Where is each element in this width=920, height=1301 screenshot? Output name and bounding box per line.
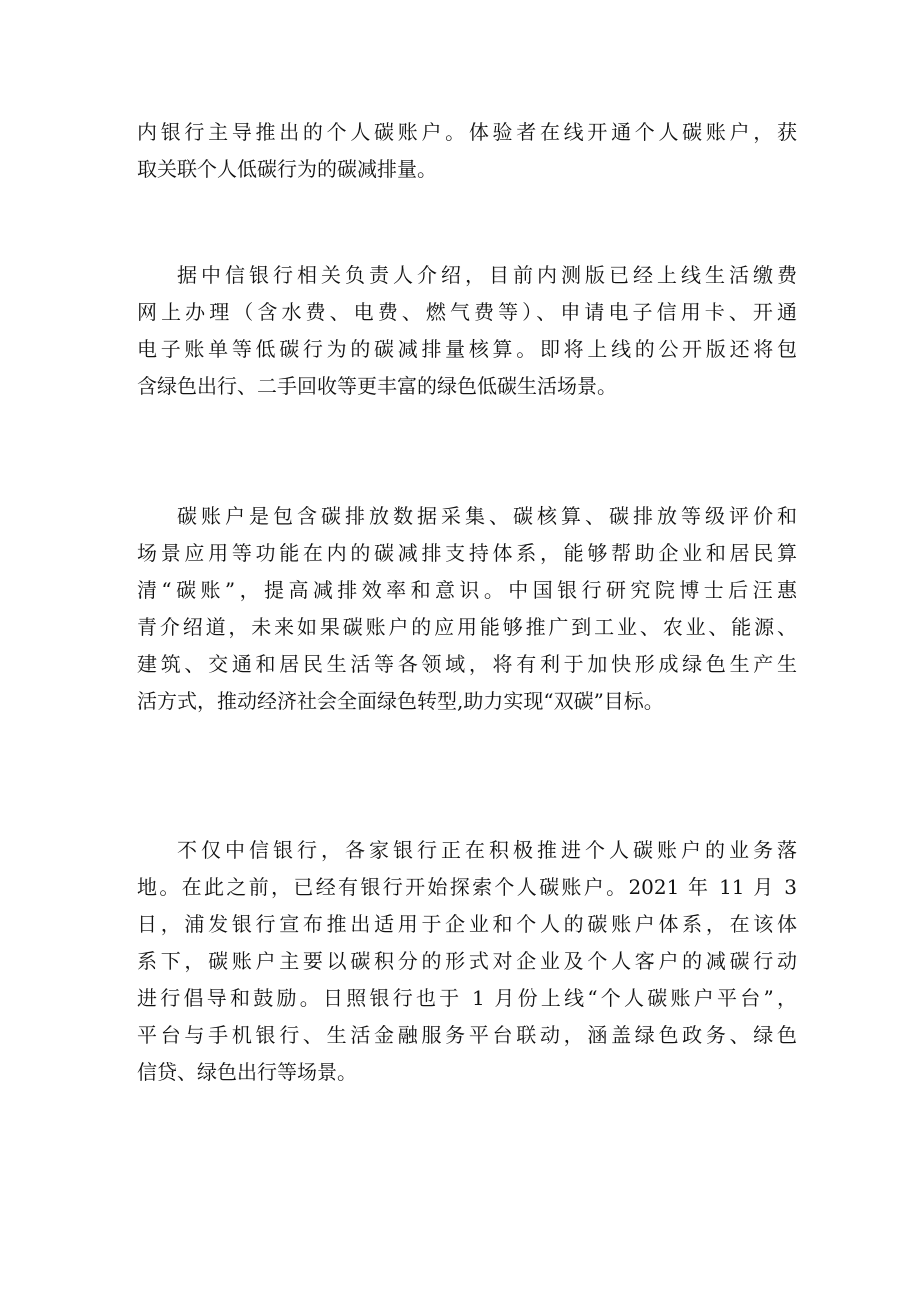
paragraph-4 [137,832,797,1091]
paragraph-line: 平台与手机银行、生活金融服务平台联动，涵盖绿色政务、绿色 [137,1023,797,1047]
paragraph-line: 活方式，推动经济社会全面绿色转型,助力实现“双碳”目标。 [137,689,664,713]
paragraph-line: 场景应用等功能在内的碳减排支持体系，能够帮助企业和居民算 [137,541,797,565]
paragraph-line: 电子账单等低碳行为的碳减排量核算。即将上线的公开版还将包 [137,337,797,361]
paragraph-3 [137,498,797,720]
paragraph-line: 地。在此之前，已经有银行开始探索个人碳账户。2021 年 11 月 3 [137,875,797,899]
paragraph-line: 进行倡导和鼓励。日照银行也于 1 月份上线“个人碳账户平台”， [137,986,797,1010]
paragraph-line: 信贷、绿色出行等场景。 [137,1060,357,1084]
paragraph-line: 据中信银行相关负责人介绍，目前内测版已经上线生活缴费 [177,263,797,287]
paragraph-line: 取关联个人低碳行为的碳减排量。 [137,157,437,181]
paragraph-line: 内银行主导推出的个人碳账户。体验者在线开通个人碳账户，获 [137,120,797,144]
paragraph-line: 系下，碳账户主要以碳积分的形式对企业及个人客户的减碳行动 [137,949,797,973]
paragraph-1 [137,114,797,188]
paragraph-line: 不仅中信银行，各家银行正在积极推进个人碳账户的业务落 [177,838,797,862]
paragraph-line: 清“碳账”，提高减排效率和意识。中国银行研究院博士后汪惠 [137,578,797,602]
paragraph-line: 建筑、交通和居民生活等各领域，将有利于加快形成绿色生产生 [137,652,797,676]
paragraph-2 [137,257,797,405]
paragraph-line: 青介绍道，未来如果碳账户的应用能够推广到工业、农业、能源、 [137,615,797,639]
paragraph-line: 网上办理（含水费、电费、燃气费等）、申请电子信用卡、开通 [137,300,797,324]
paragraph-line: 日，浦发银行宣布推出适用于企业和个人的碳账户体系，在该体 [137,912,797,936]
paragraph-line: 碳账户是包含碳排放数据采集、碳核算、碳排放等级评价和 [177,504,797,528]
paragraph-line: 含绿色出行、二手回收等更丰富的绿色低碳生活场景。 [137,374,617,398]
